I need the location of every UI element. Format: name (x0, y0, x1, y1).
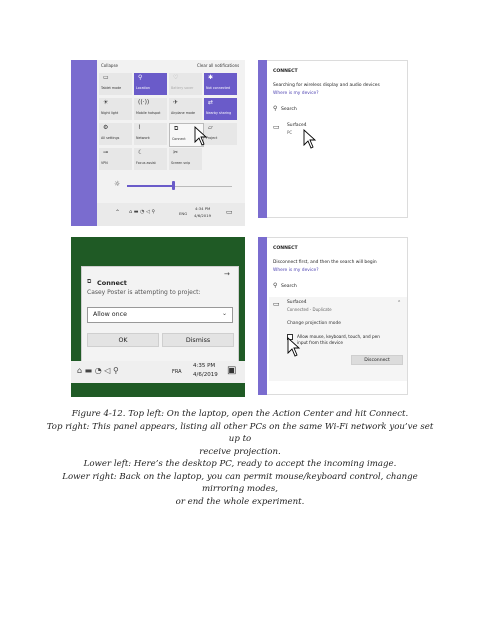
connect-panel-1 (258, 60, 408, 218)
clock-time[interactable]: 4:34 PM (195, 206, 211, 211)
search-link[interactable]: Search (281, 107, 297, 112)
caption-line-5: Lower right: Back on the laptop, you can permit mouse/keyboard control, change mirroring modes, (62, 471, 418, 494)
mouse-cursor-icon (303, 129, 317, 149)
dialog-message: Casey Poster is attempting to project: (87, 289, 201, 296)
tile-focus-assist[interactable]: ☾ Focus assist (134, 148, 167, 170)
connect-icon: ⧉ (87, 278, 92, 285)
tile-bluetooth[interactable]: ✱ Not connected (204, 73, 237, 95)
connect-title: CONNECT (273, 246, 298, 251)
brightness-thumb[interactable] (172, 181, 175, 190)
tile-mobile-hotspot[interactable]: ((·)) Mobile hotspot (134, 98, 167, 120)
tile-all-settings[interactable]: ⚙ All settings (99, 123, 132, 145)
device-item-surface4-expanded[interactable] (269, 297, 407, 381)
mouse-cursor-icon (287, 337, 301, 357)
connect-panel-1-strip (258, 60, 267, 218)
language-indicator[interactable]: ENG (179, 211, 188, 216)
project-icon: ▱ (208, 124, 213, 131)
tile-connect[interactable]: ⧉ Connect (169, 123, 204, 147)
caption-line-4: Lower left: Here’s the desktop PC, ready to accept the incoming image. (83, 459, 397, 469)
monitor-icon: ▭ (273, 300, 280, 308)
moon-icon: ☾ (138, 149, 144, 156)
tile-tablet-mode[interactable]: ▭ Tablet mode (99, 73, 132, 95)
share-icon: ⇄ (208, 99, 214, 106)
connect-panel-2-strip (258, 237, 267, 395)
tile-project[interactable]: ▱ Project (204, 123, 237, 145)
search-icon: ⚲ (273, 105, 278, 112)
searching-text: Searching for wireless display and audio devices (273, 83, 380, 88)
chevron-up-icon[interactable]: ⌃ (397, 300, 402, 306)
where-is-my-device-link[interactable]: Where is my device? (273, 268, 319, 273)
tile-nearby-sharing[interactable]: ⇄ Nearby sharing (204, 98, 237, 120)
clock-date[interactable]: 4/6/2019 (193, 372, 218, 378)
caption-line-2: Top right: This panel appears, listing all other PCs on the same Wi-Fi network you’ve set up to (46, 421, 434, 444)
tile-network[interactable]: ⌇ Network (134, 123, 167, 145)
brightness-icon: ☼ (114, 180, 121, 188)
collapse-link[interactable]: Collapse (101, 63, 118, 68)
allow-select-value: Allow once (93, 311, 127, 318)
arrow-right-icon[interactable]: → (224, 270, 230, 278)
device-type: PC (287, 130, 293, 135)
tile-night-light[interactable]: ☀ Night light (99, 98, 132, 120)
tile-airplane-mode[interactable]: ✈ Airplane mode (169, 98, 202, 120)
taskbar-laptop (97, 203, 245, 226)
checkbox-label-line1: Allow mouse, keyboard, touch, and pen (297, 334, 380, 339)
chevron-up-icon[interactable]: ⌃ (115, 209, 121, 216)
connect-title: CONNECT (273, 69, 298, 74)
network-icon: ⌇ (138, 124, 141, 131)
dialog-title: Connect (97, 279, 127, 287)
tile-vpn[interactable]: ⊸ VPN (99, 148, 132, 170)
tray-icons[interactable]: ⌂ ▬ ◔ ◁ ⚲ (129, 209, 156, 215)
ok-button[interactable]: OK (87, 333, 159, 347)
checkbox-label-line2: input from this device (297, 340, 343, 345)
clear-all-link[interactable]: Clear all notifications (197, 63, 240, 68)
allow-select[interactable] (87, 307, 233, 323)
tablet-icon: ▭ (103, 74, 109, 81)
tile-location[interactable]: ⚲ Location (134, 73, 167, 95)
caption-line-6: or end the whole experiment. (175, 496, 305, 507)
disconnect-first-text: Disconnect first, and then the search will begin (273, 260, 377, 265)
device-status: Connected - Duplicate (287, 307, 332, 312)
connect-icon: ⧉ (174, 125, 179, 132)
dismiss-button[interactable]: Dismiss (162, 333, 234, 347)
mouse-cursor-icon (194, 126, 208, 146)
vpn-icon: ⊸ (103, 149, 109, 156)
sun-icon: ☀ (103, 99, 109, 106)
tile-screen-snip[interactable]: ✂ Screen snip (169, 148, 202, 170)
device-name: Surface4 (287, 300, 307, 305)
clock-date[interactable]: 4/6/2019 (194, 213, 212, 218)
change-projection-mode-link[interactable]: Change projection mode (287, 321, 341, 326)
monitor-icon: ▭ (273, 123, 280, 131)
disconnect-button[interactable]: Disconnect (351, 355, 403, 365)
bluetooth-icon: ✱ (208, 74, 214, 81)
device-name: Surface4 (287, 123, 307, 128)
where-is-my-device-link[interactable]: Where is my device? (273, 91, 319, 96)
battery-icon: ♡ (173, 74, 179, 81)
airplane-icon: ✈ (173, 99, 179, 106)
search-icon: ⚲ (273, 282, 278, 289)
figure-caption (40, 408, 440, 508)
search-link[interactable]: Search (281, 284, 297, 289)
location-icon: ⚲ (138, 74, 143, 81)
clock-time[interactable]: 4:35 PM (193, 363, 216, 369)
scissors-icon: ✂ (173, 149, 179, 156)
tray-icons[interactable]: ⌂ ▬ ◔ ◁ ⚲ (77, 366, 119, 375)
connect-dialog (81, 266, 239, 362)
hotspot-icon: ((·)) (138, 99, 150, 106)
tile-battery-saver[interactable]: ♡ Battery saver (169, 73, 202, 95)
connect-panel-2 (258, 237, 408, 395)
caption-line-1: Figure 4-12. Top left: On the laptop, open the Action Center and hit Connect. (71, 409, 409, 419)
action-center-panel (97, 60, 245, 226)
notification-icon[interactable]: ▭ (226, 208, 233, 216)
chevron-down-icon: ⌄ (222, 310, 228, 317)
caption-line-3: receive projection. (199, 446, 281, 457)
notification-icon[interactable]: ▣ (227, 365, 237, 376)
language-indicator[interactable]: FRA (172, 369, 182, 375)
gear-icon: ⚙ (103, 124, 109, 131)
taskbar-desktop (71, 361, 245, 383)
brightness-fill (127, 185, 173, 187)
